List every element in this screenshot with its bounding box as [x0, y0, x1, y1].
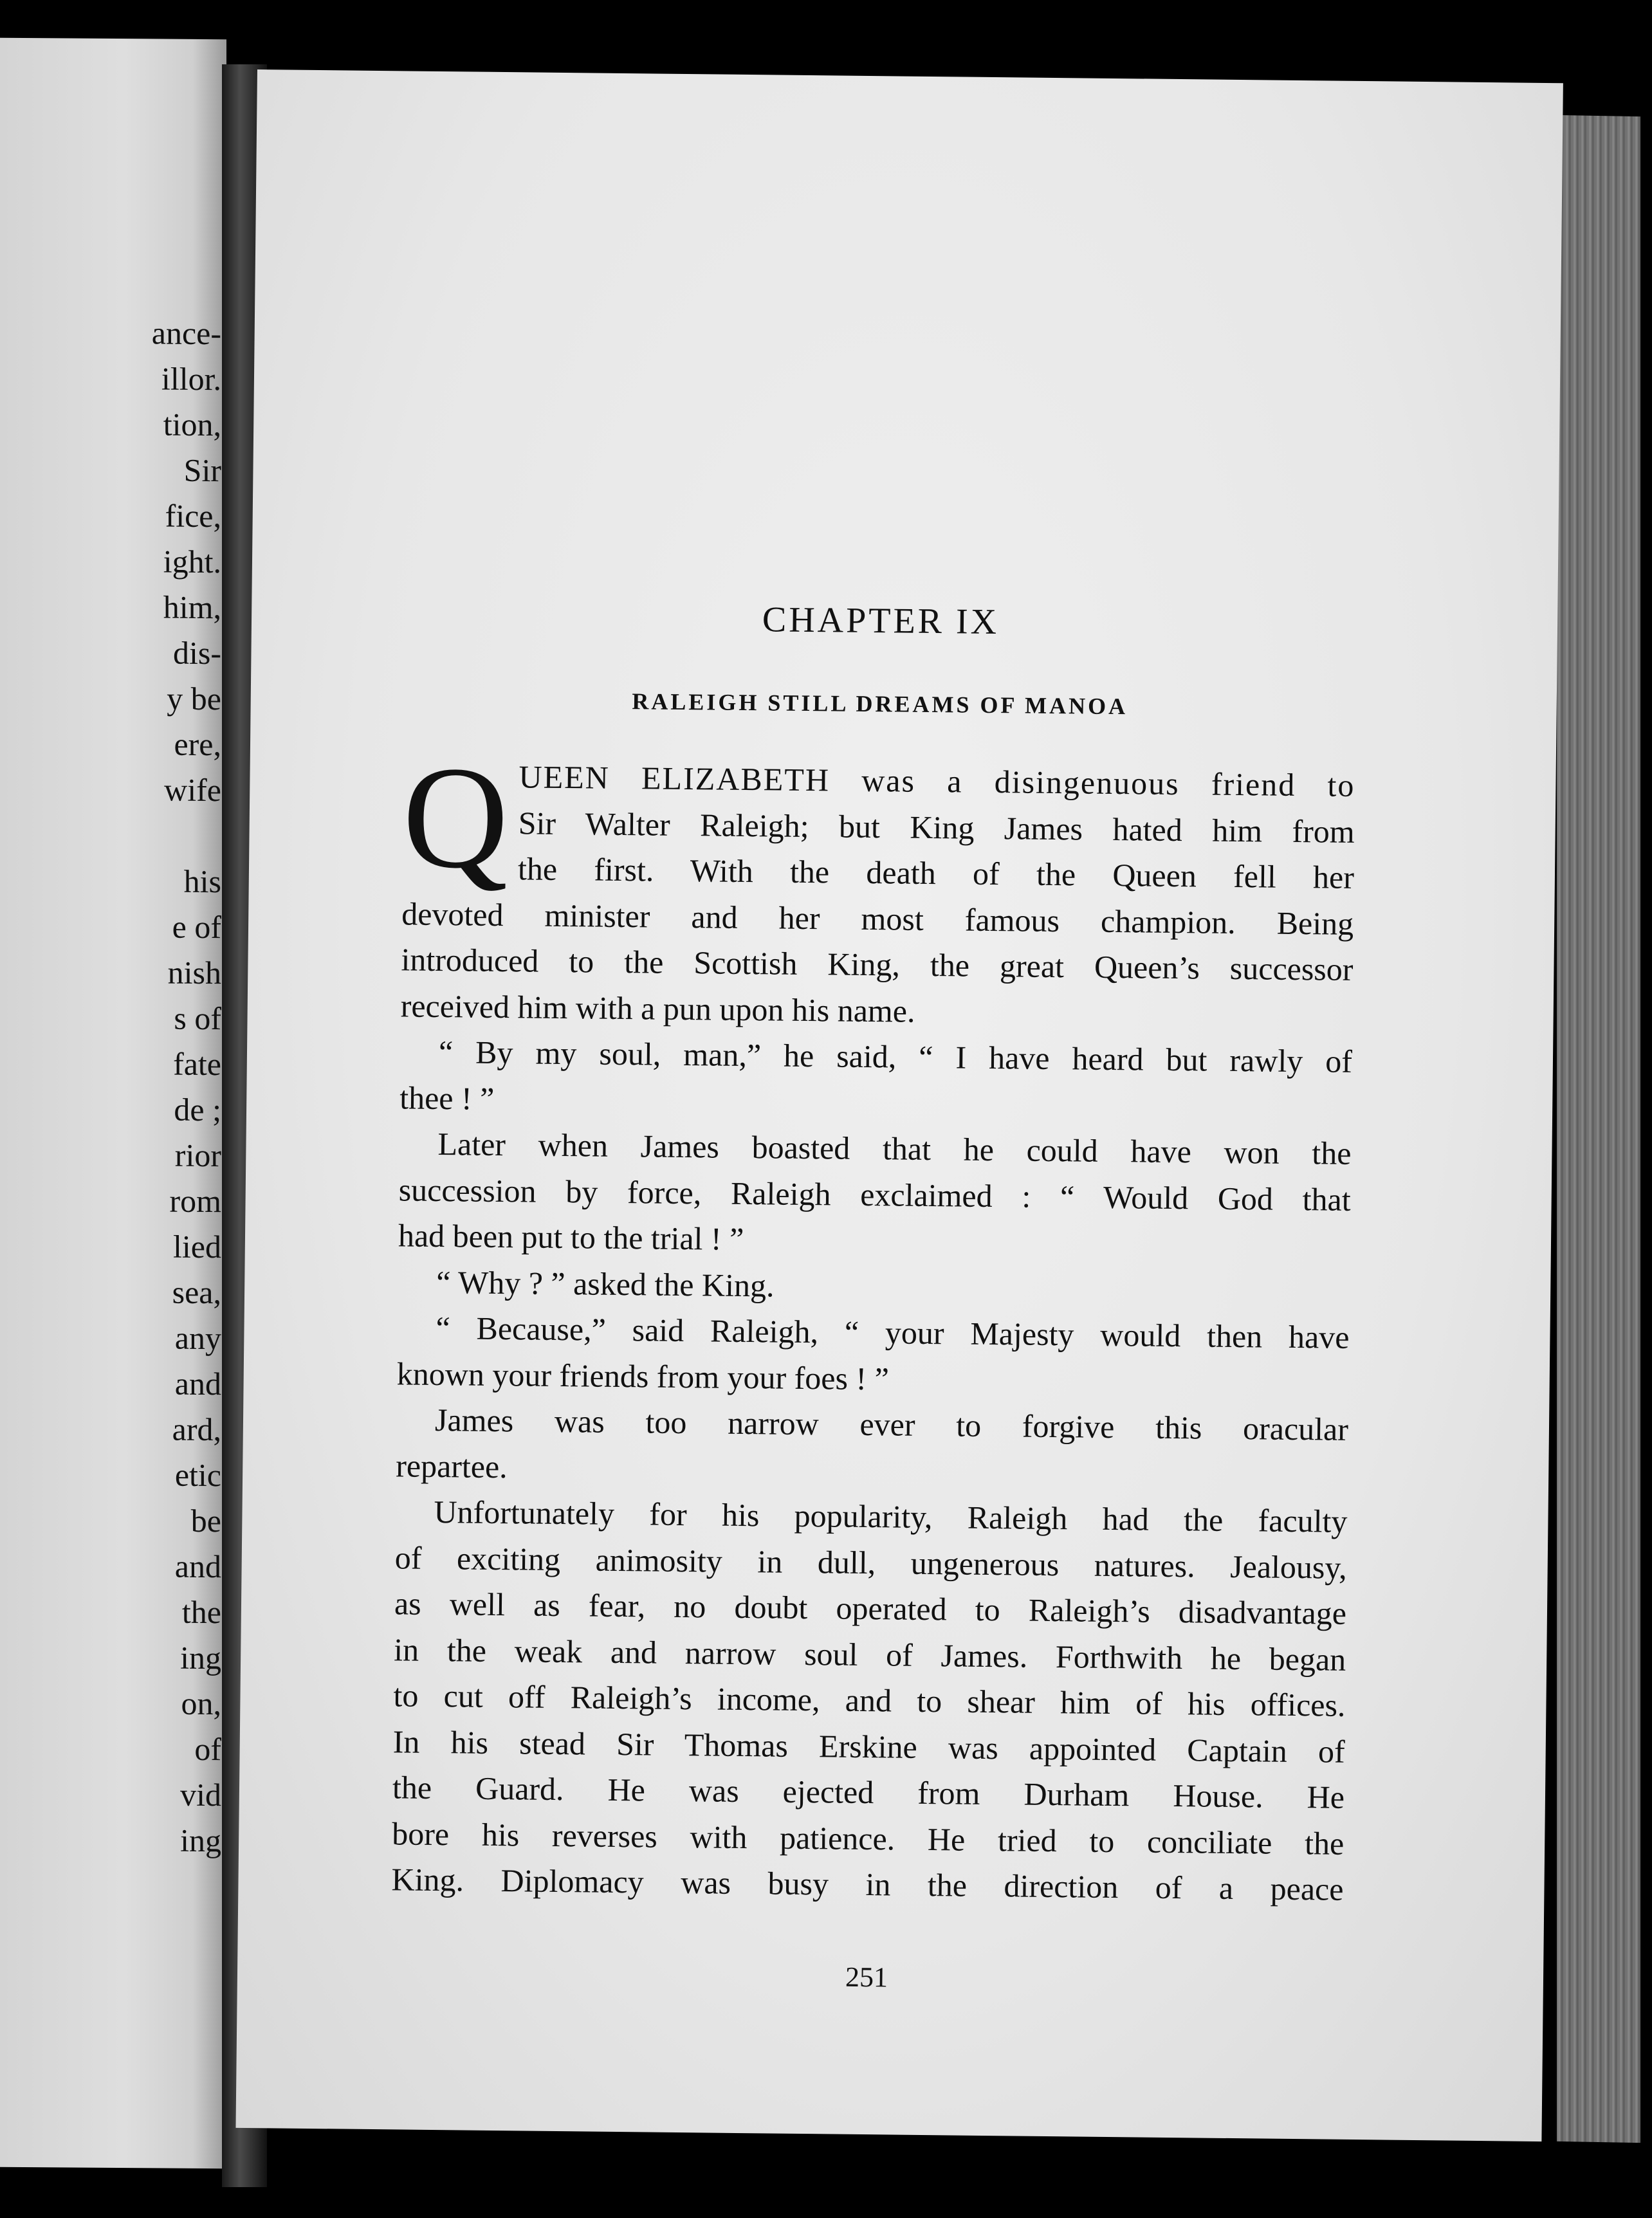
left-page-line: ing — [180, 1822, 221, 1859]
left-page-line: dis- — [173, 634, 221, 672]
left-page-line: Sir — [183, 452, 221, 489]
left-page-line: and — [174, 1548, 221, 1585]
left-page-line: ight. — [163, 543, 221, 580]
chapter-subtitle: RALEIGH STILL DREAMS OF MANOA — [632, 688, 1128, 720]
paragraph-3 — [398, 1121, 1352, 1269]
left-page-line: ere, — [174, 726, 221, 763]
page-edge — [1557, 115, 1640, 2143]
left-page-line: sea, — [172, 1274, 221, 1311]
left-page-line: fate — [173, 1045, 221, 1083]
left-page-line: the — [181, 1593, 221, 1631]
left-page-text — [0, 309, 226, 1864]
left-page-line: rom — [169, 1182, 221, 1220]
text-line: to cut off Raleigh’s income, and to shear him of his offices. — [393, 1677, 1346, 1723]
left-page-line: illor. — [161, 360, 221, 398]
left-page-line: and — [174, 1365, 221, 1402]
paragraph-5 — [396, 1305, 1349, 1406]
left-page-line: his — [183, 863, 221, 900]
text-line: Unfortunately for his popularity, Raleigh had the faculty — [434, 1493, 1348, 1539]
left-page-gap — [0, 812, 226, 859]
text-line: In his stead Sir Thomas Erskine was appointed Captain of — [392, 1723, 1346, 1770]
text-line: thee ! ” — [399, 1079, 495, 1117]
left-page-line: be — [190, 1502, 221, 1539]
text-line: received him with a pun upon his name. — [400, 987, 915, 1029]
text-line: the first. With the death of the Queen fell her — [517, 850, 1355, 895]
paragraph-1 — [400, 891, 1354, 1039]
lines-after-drop-cap — [402, 799, 1355, 901]
text-line: “ By my soul, man,” he said, “ I have heard but rawly of — [438, 1034, 1353, 1079]
text-line: known your friends from your foes ! ” — [396, 1355, 890, 1397]
text-line: introduced to the Scottish King, the great Queen’s successor — [401, 941, 1354, 987]
left-page-line: ard, — [172, 1411, 221, 1448]
text-line: devoted minister and her most famous champion. Being — [401, 895, 1354, 942]
text-line: repartee. — [395, 1447, 508, 1485]
text-line: bore his reverses with patience. He tried to conciliate the — [392, 1815, 1345, 1862]
left-page-line: nish — [167, 954, 221, 991]
body-text — [391, 736, 1355, 1912]
drop-cap: Q — [401, 736, 509, 900]
right-page — [235, 69, 1563, 2141]
chapter-title: CHAPTER IX — [762, 600, 1000, 643]
left-page-line: fice, — [165, 497, 221, 535]
left-page-line: wife — [164, 771, 221, 809]
text-line: Sir Walter Raleigh; but King James hated him from — [518, 804, 1355, 850]
text-line: “ Because,” said Raleigh, “ your Majesty would then have — [436, 1310, 1350, 1355]
left-page-line: ing — [180, 1639, 221, 1676]
left-facing-page — [0, 38, 226, 2168]
left-page-line: etic — [174, 1456, 221, 1494]
page-number: 251 — [845, 1961, 888, 1993]
text-line: succession by force, Raleigh exclaimed : “ Would God that — [398, 1171, 1351, 1218]
text-line: “ Why ? ” asked the King. — [436, 1263, 775, 1304]
left-page-line: de ; — [174, 1091, 221, 1128]
text-line: James was too narrow ever to forgive this oracular — [434, 1402, 1349, 1447]
text-line: in the weak and narrow soul of James. Forthwith he began — [394, 1631, 1346, 1678]
left-page-line: rior — [174, 1137, 221, 1174]
paragraph-2 — [399, 1029, 1352, 1130]
text-line: had been put to the trial ! ” — [398, 1217, 744, 1258]
text-line: the Guard. He was ejected from Durham House. He — [392, 1769, 1345, 1815]
first-line-text: UEEN ELIZABETH was a disingenuous friend to — [519, 758, 1355, 803]
left-page-line: of — [194, 1730, 221, 1768]
left-page-line: e of — [172, 908, 221, 946]
left-page-line: s of — [174, 1000, 221, 1037]
left-page-line: him, — [163, 589, 221, 626]
text-line: King. Diplomacy was busy in the direction of a peace — [391, 1861, 1344, 1907]
paragraph-6 — [396, 1397, 1348, 1498]
text-line: as well as fear, no doubt operated to Raleigh’s disadvantage — [394, 1585, 1347, 1631]
text-line: Later when James boasted that he could have won the — [437, 1126, 1352, 1171]
left-page-line: ance- — [151, 315, 221, 352]
left-page-line: y be — [167, 680, 221, 717]
page-content — [391, 71, 1363, 1993]
left-page-line: vid — [180, 1776, 221, 1813]
text-line: of exciting animosity in dull, ungenerous natures. Jealousy, — [394, 1539, 1348, 1586]
left-page-line: tion, — [163, 406, 221, 443]
paragraph-7 — [391, 1489, 1348, 1912]
left-page-line: lied — [173, 1228, 221, 1265]
left-page-line: any — [174, 1319, 221, 1357]
left-page-line: on, — [181, 1685, 221, 1722]
